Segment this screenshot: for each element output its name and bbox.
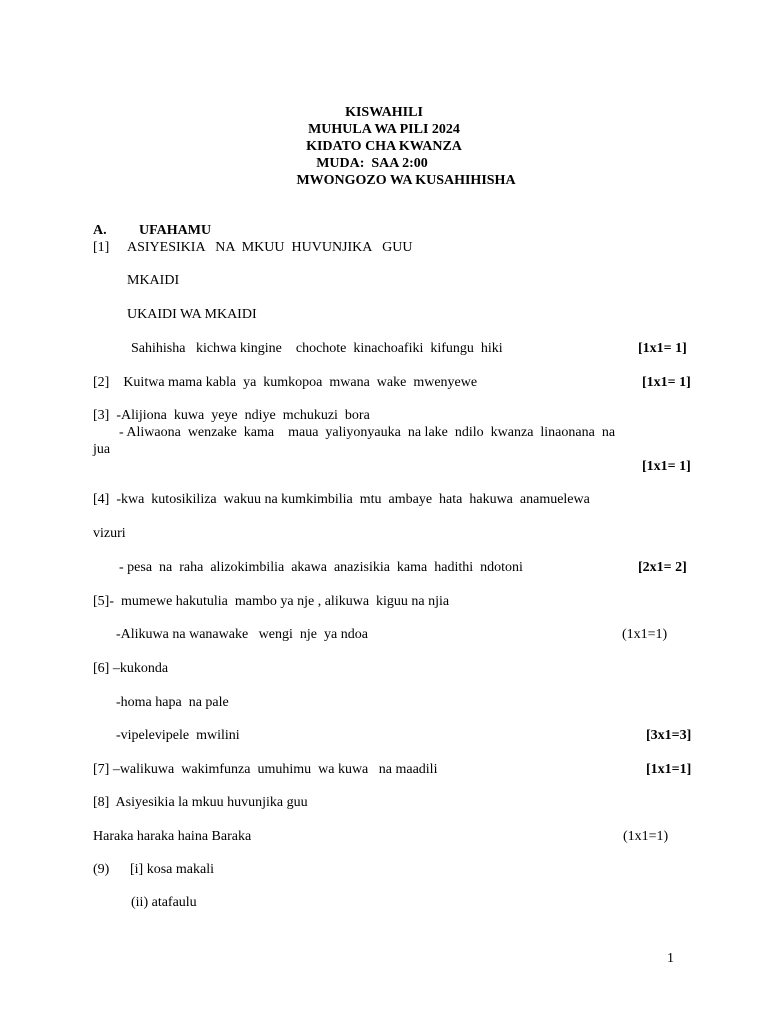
q1-answer-line4: Sahihisha kichwa kingine chochote kinachoafiki kifungu hiki (131, 341, 503, 356)
q4-marks: [2x1= 2] (638, 560, 687, 575)
section-letter: A. (93, 223, 107, 238)
q3-marks: [1x1= 1] (642, 459, 691, 474)
header-subject: KISWAHILI (345, 105, 423, 120)
q3-answer-line3: jua (93, 442, 111, 457)
q9-answer-line1: [i] kosa makali (130, 862, 214, 877)
q8-marks: (1x1=1) (623, 829, 669, 844)
q6-answer-line1: [6] –kukonda (93, 661, 169, 676)
q5-answer-line1: [5]- mumewe hakutulia mambo ya nje , alikuwa kiguu na njia (93, 594, 450, 609)
q5-marks: (1x1=1) (622, 627, 668, 642)
q8-answer-line1: [8] Asiyesikia la mkuu huvunjika guu (93, 795, 308, 810)
q9-answer-line2: (ii) atafaulu (131, 895, 197, 910)
q8-answer-line2: Haraka haraka haina Baraka (93, 829, 252, 844)
q4-answer-line3: - pesa na raha alizokimbilia akawa anazisikia kama hadithi ndotoni (119, 560, 523, 575)
q1-answer-line3: UKAIDI WA MKAIDI (127, 307, 257, 322)
q1-marks: [1x1= 1] (638, 341, 687, 356)
q6-answer-line2: -homa hapa na pale (116, 695, 229, 710)
header-duration: MUDA: SAA 2:00 (316, 156, 428, 171)
q1-answer-line1: ASIYESIKIA NA MKUU HUVUNJIKA GUU (127, 240, 413, 255)
q7-answer: [7] –walikuwa wakimfunza umuhimu wa kuwa na maadili (93, 762, 438, 777)
page-number: 1 (667, 951, 674, 966)
q1-number: [1] (93, 240, 110, 255)
q3-answer-line2: - Aliwaona wenzake kama maua yaliyonyauka na lake ndilo kwanza linaonana na (119, 425, 616, 440)
q2-marks: [1x1= 1] (642, 375, 691, 390)
q6-answer-line3: -vipelevipele mwilini (116, 728, 240, 743)
q9-number: (9) (93, 862, 110, 877)
q7-marks: [1x1=1] (646, 762, 692, 777)
header-form: KIDATO CHA KWANZA (306, 139, 462, 154)
header-term: MUHULA WA PILI 2024 (308, 122, 460, 137)
q4-answer-line1: [4] -kwa kutosikiliza wakuu na kumkimbilia mtu ambaye hata hakuwa anamuelewa (93, 492, 590, 507)
q5-answer-line2: -Alikuwa na wanawake wengi nje ya ndoa (116, 627, 368, 642)
q2-answer: [2] Kuitwa mama kabla ya kumkopoa mwana wake mwenyewe (93, 375, 478, 390)
q6-marks: [3x1=3] (646, 728, 692, 743)
header-marking-scheme: MWONGOZO WA KUSAHIHISHA (296, 173, 516, 188)
q3-answer-line1: [3] -Alijiona kuwa yeye ndiye mchukuzi bora (93, 408, 370, 423)
section-title: UFAHAMU (139, 223, 212, 238)
q1-answer-line2: MKAIDI (127, 273, 180, 288)
q4-answer-line2: vizuri (93, 526, 126, 541)
